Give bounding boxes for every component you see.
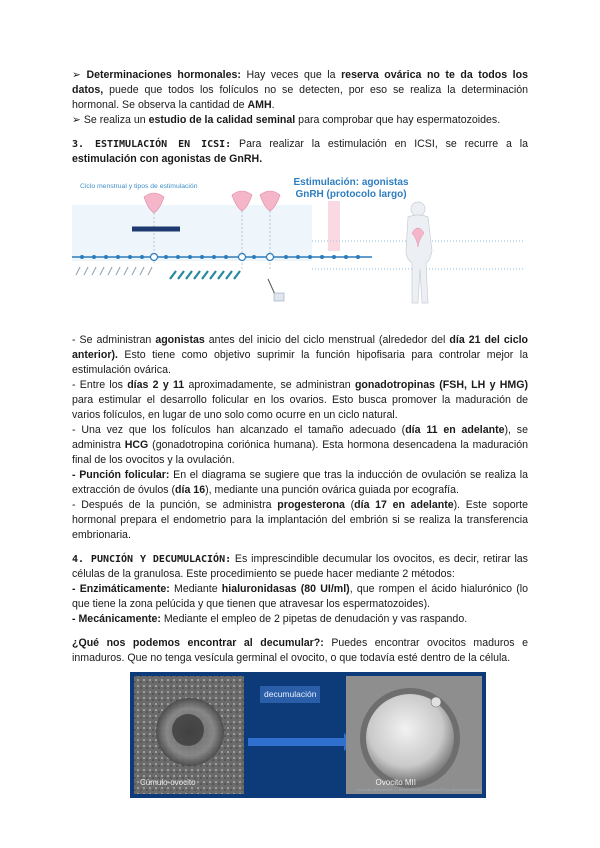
woman-silhouette-icon [406,202,432,303]
photo-footer: Zona de denudación o decumulación (ovocitos MII y espermatozoides) [356,787,482,792]
diagram-panel [72,205,312,261]
paragraph-hormonal: ➢ Determinaciones hormonales: Hay veces que la reserva ovárica no te da todos los datos, puede que todos los folículos no se detecten, por eso se realiza la determinación hormonal. Se observa la cantidad de AMH. [72,69,528,111]
injections-teal [170,271,240,279]
diagram-caption-right: Estimulación: agonistas GnRH (protocolo largo) [293,177,409,200]
bullet-puncion: - Punción folicular: En el diagrama se sugiere que tras la inducción de ovulación se realiza la extracción de óvulos (día 16), mediante una punción ovárica guiada por ecografía. [72,469,528,496]
arrow-bullet-icon: ➢ [72,114,81,126]
arrow-bullet-icon: ➢ [72,69,81,81]
diagram-caption-left: Ciclo menstrual y tipos de estimulación [80,183,198,190]
question-paragraph: ¿Qué nos podemos encontrar al decumular?: Puedes encontrar ovocitos maduros e inmaduros. Que no tenga vesícula germinal el ovocito, o que todavía esté dentro de la célula. [72,637,529,664]
injections-grey [76,267,152,275]
oocyte-mii [366,694,454,782]
bullet-progesterona: - Después de la punción, se administra progesterona (día 17 en adelante). Este soporte hormonal prepara el endometrio para la implantación del embrión si se realiza la transferencia embrionaria. [72,499,529,541]
bullet-agonistas: - Se administran agonistas antes del inicio del ciclo menstrual (alrededor del día 21 del ciclo anterior). Esto tiene como objetivo suprimir la función hipofisaria para controlar mejor la estimulación ovárica. [72,334,529,376]
section-4-heading: 4. PUNCIÓN Y DECUMULACIÓN: Es imprescindible decumular los ovocitos, es decir, retirar las células de la granulosa. Este procedimiento se puede hacer mediante 2 métodos: [72,553,528,580]
document-page [72,68,528,798]
cumulo-label: Cúmulo-ovocito [140,778,196,787]
decumulacion-label: decumulación [260,686,320,703]
decumulation-photo [130,672,486,798]
method-enzimatico: - Enzimáticamente: Mediante hialuronidasas (80 UI/ml), que rompen el ácido hialurónico (lo que tiene la zona pelúcida y que tienen que atravesar los espermatozoides). [72,583,529,610]
method-mecanico: - Mecánicamente: Mediante el empleo de 2 pipetas de denudación y vas raspando. [72,613,468,625]
section-3-heading: 3. ESTIMULACIÓN EN ICSI: Para realizar la estimulación en ICSI, se recurre a la estimulación con agonistas de GnRH. [72,138,528,165]
stimulation-diagram [72,175,524,327]
bullet-hcg: - Una vez que los folículos han alcanzado el tamaño adecuado (día 11 en adelante), se administra HCG (gonadotropina coriónica humana). Esta hormona desencadena la maduración final de los ovocitos y la ovulación. [72,424,528,466]
transfer-icon [328,201,340,251]
ovocito-label: Ovocito MII [375,778,416,787]
diagram-drawing [72,175,524,327]
paragraph-seminal: ➢ Se realiza un estudio de la calidad seminal para comprobar que hay espermatozoides. [72,114,501,126]
arrow-right-icon [248,733,356,751]
bullet-gonadotropinas: - Entre los días 2 y 11 aproximadamente, se administran gonadotropinas (FSH, LH y HMG) para estimular el desarrollo folicular en los ovarios. Esto busca promover la maduración de varios folículos, en lugar de uno solo como ocurre en un ciclo natural. [72,379,528,421]
